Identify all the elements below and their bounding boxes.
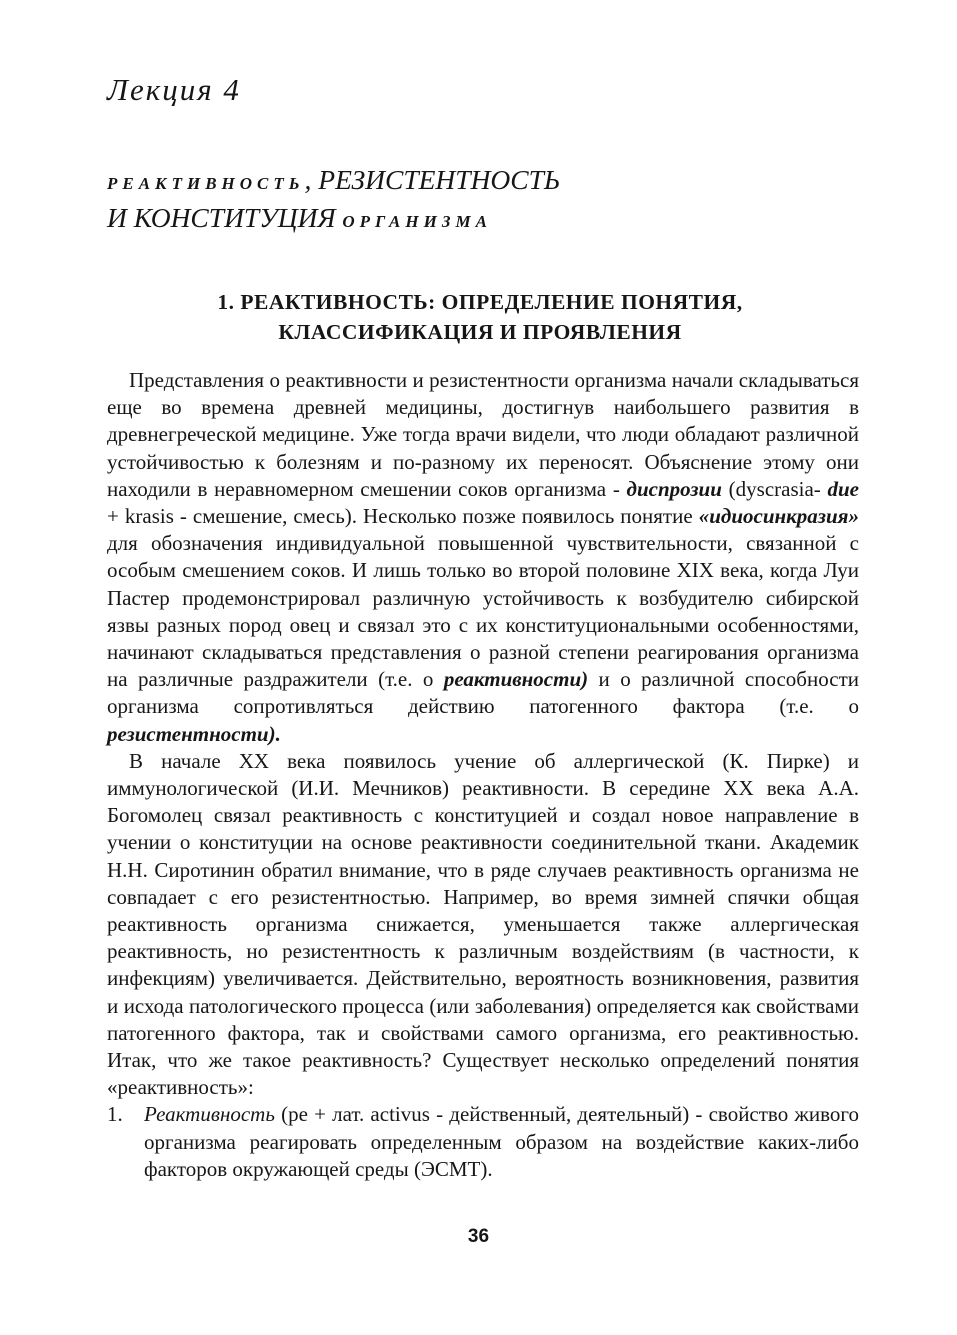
lecture-label: Лекция 4 [107,72,241,107]
list-item-definition-1 [107,1101,859,1183]
chapter-title [107,163,867,239]
list-body [144,1101,859,1183]
term-reactivity: реактивности) [443,667,589,692]
section-heading [100,287,860,347]
paragraph-20th-century: В начале XX века появилось учение об аллергической (К. Пирке) и иммунологической (И.И. Мечников) реактивности. В середине XX века А.А. Богомолец связал реактивность с конституцией и создал новое направление в учении о конституции на основе реактивности соединительной ткани. Академик Н.Н. Сиротинин обратил внимание, что в ряде случаев реактивность организма не совпадает с его резистентностью. Например, во время зимней спячки общая реактивность организма снижается, уменьшается также аллергическая реактивность, но резистентность к различным воздействиям (в частности, к инфекциям) увеличивается. Действительно, вероятность возникновения, развития и исхода патологического процесса (или заболевания) определяется как свойствами патогенного фактора, так и свойствами самого организма, его реактивностью. Итак, что же такое реактивность? Существует несколько определений понятия «реактивность»: [107,748,859,1100]
paragraph-text: (dyscrasia- [721,476,828,501]
term-dysprosia: диспрозии [626,476,722,501]
chapter-title-resistance: , РЕЗИСТЕНТНОСТЬ [304,164,561,195]
section-heading-line2: КЛАССИФИКАЦИЯ И ПРОЯВЛЕНИЯ [278,320,682,344]
section-heading-line1: 1. РЕАКТИВНОСТЬ: ОПРЕДЕЛЕНИЕ ПОНЯТИЯ, [217,290,743,314]
chapter-title-reactivity: РЕАКТИВНОСТЬ [107,174,305,193]
term-reactivity-definition: Реактивность [144,1102,275,1127]
term-due: due [827,476,859,501]
chapter-title-organism: ОРГАНИЗМА [342,212,492,231]
term-idiosyncrasy: «идиосинкразия» [698,504,859,529]
paragraph-text: и о различной способности организма сопротивляться действию патогенного фактора (т.е. о [107,667,859,719]
page-number: 36 [467,1226,490,1247]
paragraph-text: + krasis - смешение, смесь). Несколько позже появилось понятие [107,504,699,529]
definition-text: (ре + лат. activus - действенный, деятельный) - свойство живого организма реагировать определенным образом на воздействие каких-либо факторов окружающей среды (ЭСМТ). [144,1102,859,1181]
list-number: 1. [107,1102,123,1127]
paragraph-text: Представления о реактивности и резистентности организма начали складываться еще во времена древней медицины, достигнув наибольшего развития в древнегреческой медицине. Уже тогда врачи видели, что люди обладают различной устойчивостью к болезням и по-разному их переносят. Объяснение этому они находили в неравномерном смешении соков организма - [107,368,859,501]
chapter-title-constitution: И КОНСТИТУЦИЯ [107,202,343,233]
body-text [107,367,859,1183]
term-resistance: резистентности). [107,721,281,746]
paragraph-history [107,367,859,748]
paragraph-text: для обозначения индивидуальной повышенной чувствительности, связанной с особым смешением соков. И лишь только во второй половине XIX века, когда Луи Пастер продемонстрировал различную устойчивость к возбудителю сибирской язвы разных пород овец и связал это с их конституциональными особенностями, начинают складываться представления о разной степени реагирования организма на различные раздражители (т.е. о [107,531,859,692]
